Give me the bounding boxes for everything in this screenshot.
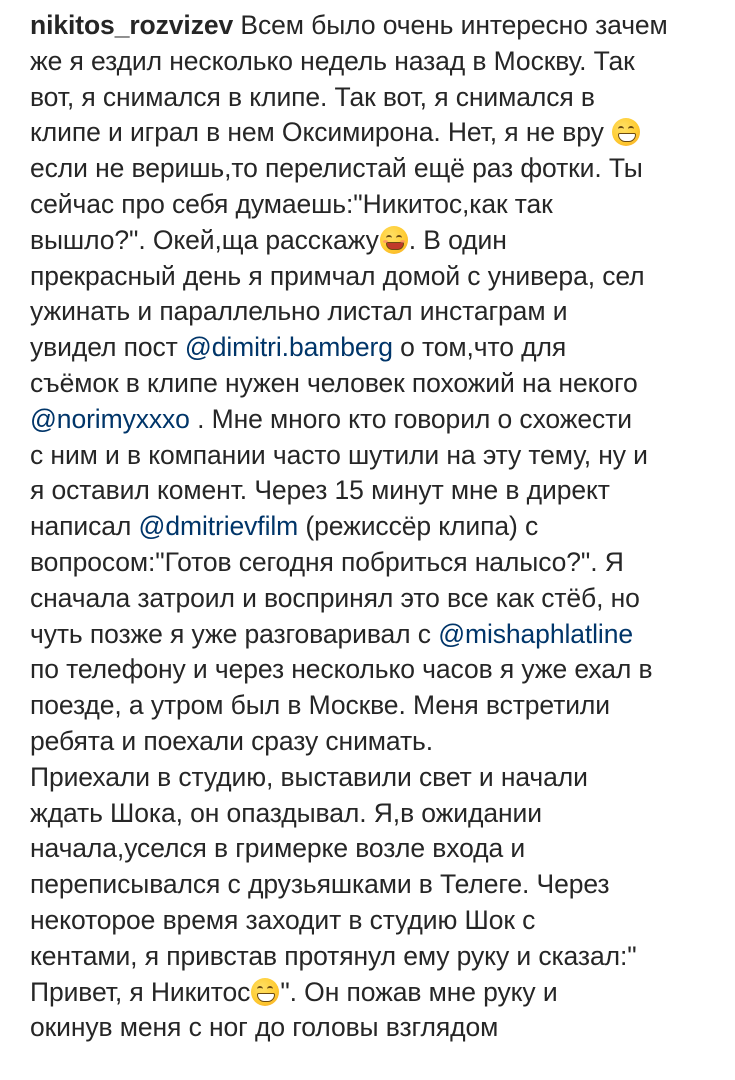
caption-line: Приехали в студию, выставили свет и начали	[30, 761, 588, 792]
caption-line: переписывался с друзьяшками в Телеге. Через	[30, 869, 610, 900]
caption-text: Всем было очень интересно зачем	[233, 10, 668, 40]
grinning-face-emoji-icon	[612, 118, 640, 146]
caption-line	[30, 509, 720, 545]
caption-line: если не веришь,то перелистай ещё раз фотки. Ты	[30, 153, 643, 184]
caption-line: начала,уселся в гримерке возле входа и	[30, 833, 526, 864]
caption-line	[30, 8, 720, 44]
caption-text: чуть позже я уже разговаривал с	[30, 618, 439, 649]
caption-line: ждать Шока, он опаздывал. Я,в ожидании	[30, 797, 542, 828]
caption-line: с ним и в компании часто шутили на эту тему, ну и	[30, 439, 648, 470]
caption-text: вышло?". Окей,ща расскажу	[30, 224, 379, 255]
mention-link-dimitri-bamberg[interactable]: @dimitri.bamberg	[184, 332, 393, 363]
caption-line: вопросом:"Готов сегодня побриться налысо?". Я	[30, 546, 624, 577]
caption-line: сначала затроил и воспринял это все как стёб, но	[30, 582, 640, 613]
caption-text: ". Он пожав мне руку и	[280, 976, 558, 1007]
caption-line	[30, 330, 720, 366]
caption-line: кентами, я привстав протянул ему руку и сказал:"	[30, 940, 637, 971]
caption-text: написал	[30, 511, 139, 542]
mention-link-dmitrievfilm[interactable]: @dmitrievfilm	[138, 511, 299, 542]
caption-text: . Мне много кто говорил о схожести	[189, 403, 632, 434]
caption-text: о том,что для	[392, 332, 567, 363]
caption-line: же я ездил несколько недель назад в Москву. Так	[30, 45, 635, 76]
caption-line: сейчас про себя думаешь:"Никитос,как так	[30, 188, 553, 219]
caption-line: поезде, а утром был в Москве. Меня встретили	[30, 690, 610, 721]
caption-line	[30, 975, 720, 1011]
caption-text: Привет, я Никитос	[30, 976, 251, 1007]
caption-line: окинув меня с ног до головы взглядом	[30, 1012, 499, 1043]
mention-link-norimyxxxo[interactable]: @norimyxxxo	[30, 403, 190, 434]
grinning-face-emoji-icon	[251, 978, 279, 1006]
caption-line: прекрасный день я примчал домой с универа, сел	[30, 260, 645, 291]
caption-line: вот, я снимался в клипе. Так вот, я снимался в	[30, 81, 595, 112]
smiling-face-emoji-icon	[380, 226, 408, 254]
caption-text: клипе и играл в нем Оксимирона. Нет, я не вру	[30, 117, 611, 148]
caption-line	[30, 223, 720, 259]
caption-line	[30, 617, 720, 653]
caption-line: ужинать и параллельно листал инстаграм и	[30, 296, 568, 327]
caption-text: увидел пост	[30, 332, 185, 363]
mention-link-mishaphlatline[interactable]: @mishaphlatline	[438, 618, 633, 649]
caption-line: некоторое время заходит в студию Шок с	[30, 904, 536, 935]
caption-line	[30, 115, 720, 151]
username-link[interactable]: nikitos_rozvizev	[30, 10, 234, 40]
caption-text: (режиссёр клипа) с	[298, 511, 539, 542]
caption-line: я оставил комент. Через 15 минут мне в директ	[30, 475, 610, 506]
caption-line: ребята и поехали сразу снимать.	[30, 725, 433, 756]
post-caption	[30, 8, 720, 1046]
caption-line: по телефону и через несколько часов я уже ехал в	[30, 654, 653, 685]
caption-text: . В один	[408, 224, 507, 255]
caption-line: съёмок в клипе нужен человек похожий на некого	[30, 367, 638, 398]
caption-line	[30, 402, 720, 438]
